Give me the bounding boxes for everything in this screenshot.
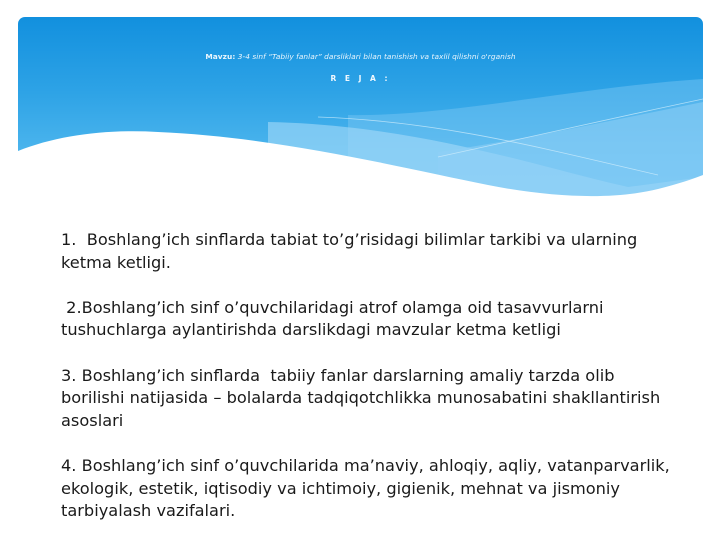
topic-text: 3-4 sinf “Tabiiy fanlar” darsliklari bilan tanishish va taxlil qilishni o'rganish — [235, 52, 516, 61]
plan-list — [61, 229, 675, 545]
plan-item-1: 1. Boshlang’ich sinflarda tabiat to’g’risidagi bilimlar tarkibi va ularning ketma ketligi. — [61, 230, 643, 272]
slide-header-banner — [18, 17, 703, 207]
plan-item-3: 3. Boshlang’ich sinflarda tabiiy fanlar darslarning amaliy tarzda olib borilishi natijasida – bolalarda tadqiqotchlikka munosabatini shakllantirish asoslari — [61, 365, 666, 430]
plan-title: R E J A : — [330, 74, 391, 83]
plan-item-4: 4. Boshlang’ich sinf o’quvchilarida ma’naviy, ahloqiy, aqliy, vatanparvarlik, ekologik, estetik, iqtisodiy va ichtimoiy, gigienik, mehnat va jismoniy tarbiyalash vazifalari. — [61, 455, 675, 521]
topic-label: Mavzu: — [205, 52, 236, 61]
slide-subtitle — [18, 52, 703, 61]
wave-decoration — [18, 17, 703, 207]
plan-item-2: 2.Boshlang’ich sinf o’quvchilaridagi atrof olamga oid tasavvurlarni tushuchlarga aylantirishda darslikdagi mavzular ketma ketligi — [61, 297, 609, 340]
